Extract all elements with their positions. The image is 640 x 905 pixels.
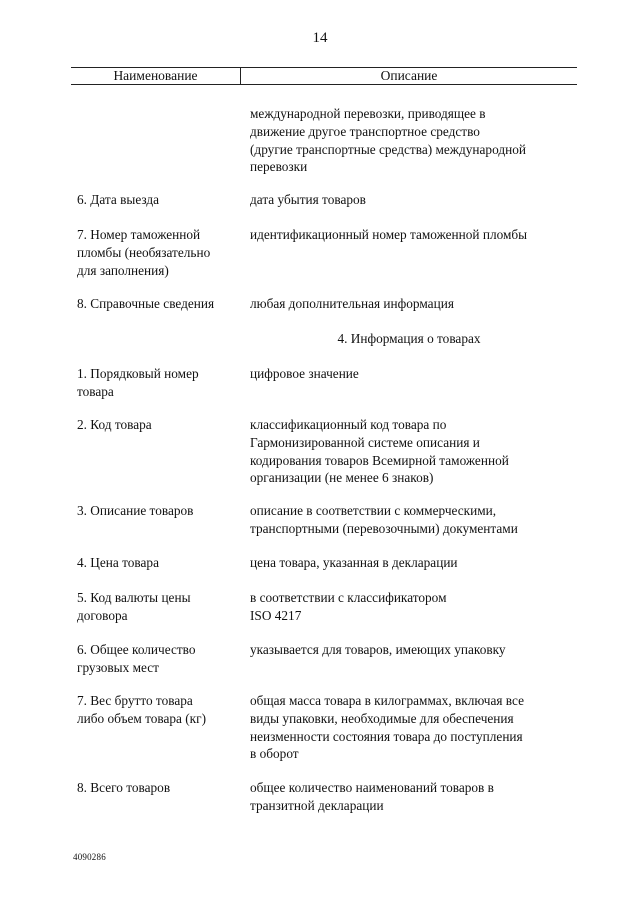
description-cell [250, 105, 526, 176]
text-line: любая дополнительная информация [250, 296, 454, 311]
text-line: организации (не менее 6 знаков) [250, 470, 434, 486]
description-cell [250, 692, 524, 763]
text-line: виды упаковки, необходимые для обеспечения [250, 710, 514, 726]
description-cell [250, 365, 359, 383]
text-line: транзитной декларации [250, 797, 384, 813]
name-cell [77, 692, 206, 728]
section-heading: 4. Информация о товарах [337, 331, 481, 346]
text-line: 6. Дата выезда [77, 192, 160, 207]
text-line: движение другое транспортное средство [250, 123, 480, 139]
name-cell [77, 226, 210, 279]
description-cell [250, 416, 509, 487]
description-cell [250, 226, 527, 244]
name-cell [77, 295, 214, 313]
text-line: кодирования товаров Всемирной таможенной [250, 452, 509, 468]
name-cell [77, 589, 191, 625]
text-line: идентификационный номер таможенной пломбы [250, 227, 528, 242]
description-cell [250, 295, 454, 313]
text-line: указывается для товаров, имеющих упаковку [250, 642, 506, 657]
text-line: 1. Порядковый номер [77, 366, 199, 381]
text-line: 7. Вес брутто товара [77, 693, 193, 708]
text-line: 7. Номер таможенной [77, 227, 201, 242]
text-line: 8. Справочные сведения [77, 296, 215, 311]
text-line: классификационный код товара по [250, 417, 447, 432]
text-line: пломбы (необязательно [77, 244, 211, 260]
text-line: грузовых мест [77, 659, 159, 675]
name-cell [77, 554, 159, 572]
name-cell [77, 416, 152, 434]
text-line: перевозки [250, 159, 308, 175]
column-header-description: Описание [380, 68, 438, 83]
text-line: транспортными (перевозочными) документами [250, 520, 518, 536]
column-header-name: Наименование [113, 68, 198, 83]
table-header-bottom-rule [71, 84, 577, 85]
description-cell [250, 779, 494, 815]
description-cell [250, 554, 458, 572]
text-line: 8. Всего товаров [77, 780, 171, 795]
text-line: договора [77, 607, 128, 623]
name-cell [77, 779, 170, 797]
text-line: в оборот [250, 746, 299, 762]
text-line: (другие транспортные средства) международной [250, 141, 526, 157]
text-line: цифровое значение [250, 366, 359, 381]
text-line: общая масса товара в килограммах, включая все [250, 693, 524, 708]
text-line: Гармонизированной системе описания и [250, 434, 480, 450]
text-line: неизменности состояния товара до поступления [250, 728, 523, 744]
text-line: общее количество наименований товаров в [250, 780, 494, 795]
text-line: для заполнения) [77, 262, 169, 278]
text-line: 3. Описание товаров [77, 503, 194, 518]
text-line: описание в соответствии с коммерческими, [250, 503, 497, 518]
text-line: дата убытия товаров [250, 192, 366, 207]
text-line: 4. Цена товара [77, 555, 159, 570]
name-cell [77, 191, 159, 209]
page-number: 14 [312, 30, 328, 46]
text-line: ISO 4217 [250, 607, 302, 623]
document-code: 4090286 [73, 852, 106, 862]
description-cell [250, 641, 506, 659]
name-cell [77, 365, 199, 401]
text-line: 6. Общее количество [77, 642, 196, 657]
text-line: 2. Код товара [77, 417, 152, 432]
text-line: цена товара, указанная в декларации [250, 555, 458, 570]
name-cell [77, 502, 193, 520]
text-line: в соответствии с классификатором [250, 590, 447, 605]
text-line: 5. Код валюты цены [77, 590, 191, 605]
name-cell [77, 641, 196, 677]
text-line: либо объем товара (кг) [77, 710, 207, 726]
text-line: международной перевозки, приводящее в [250, 106, 486, 121]
description-cell [250, 191, 366, 209]
text-line: товара [77, 383, 114, 399]
description-cell [250, 589, 447, 625]
description-cell [250, 502, 518, 538]
